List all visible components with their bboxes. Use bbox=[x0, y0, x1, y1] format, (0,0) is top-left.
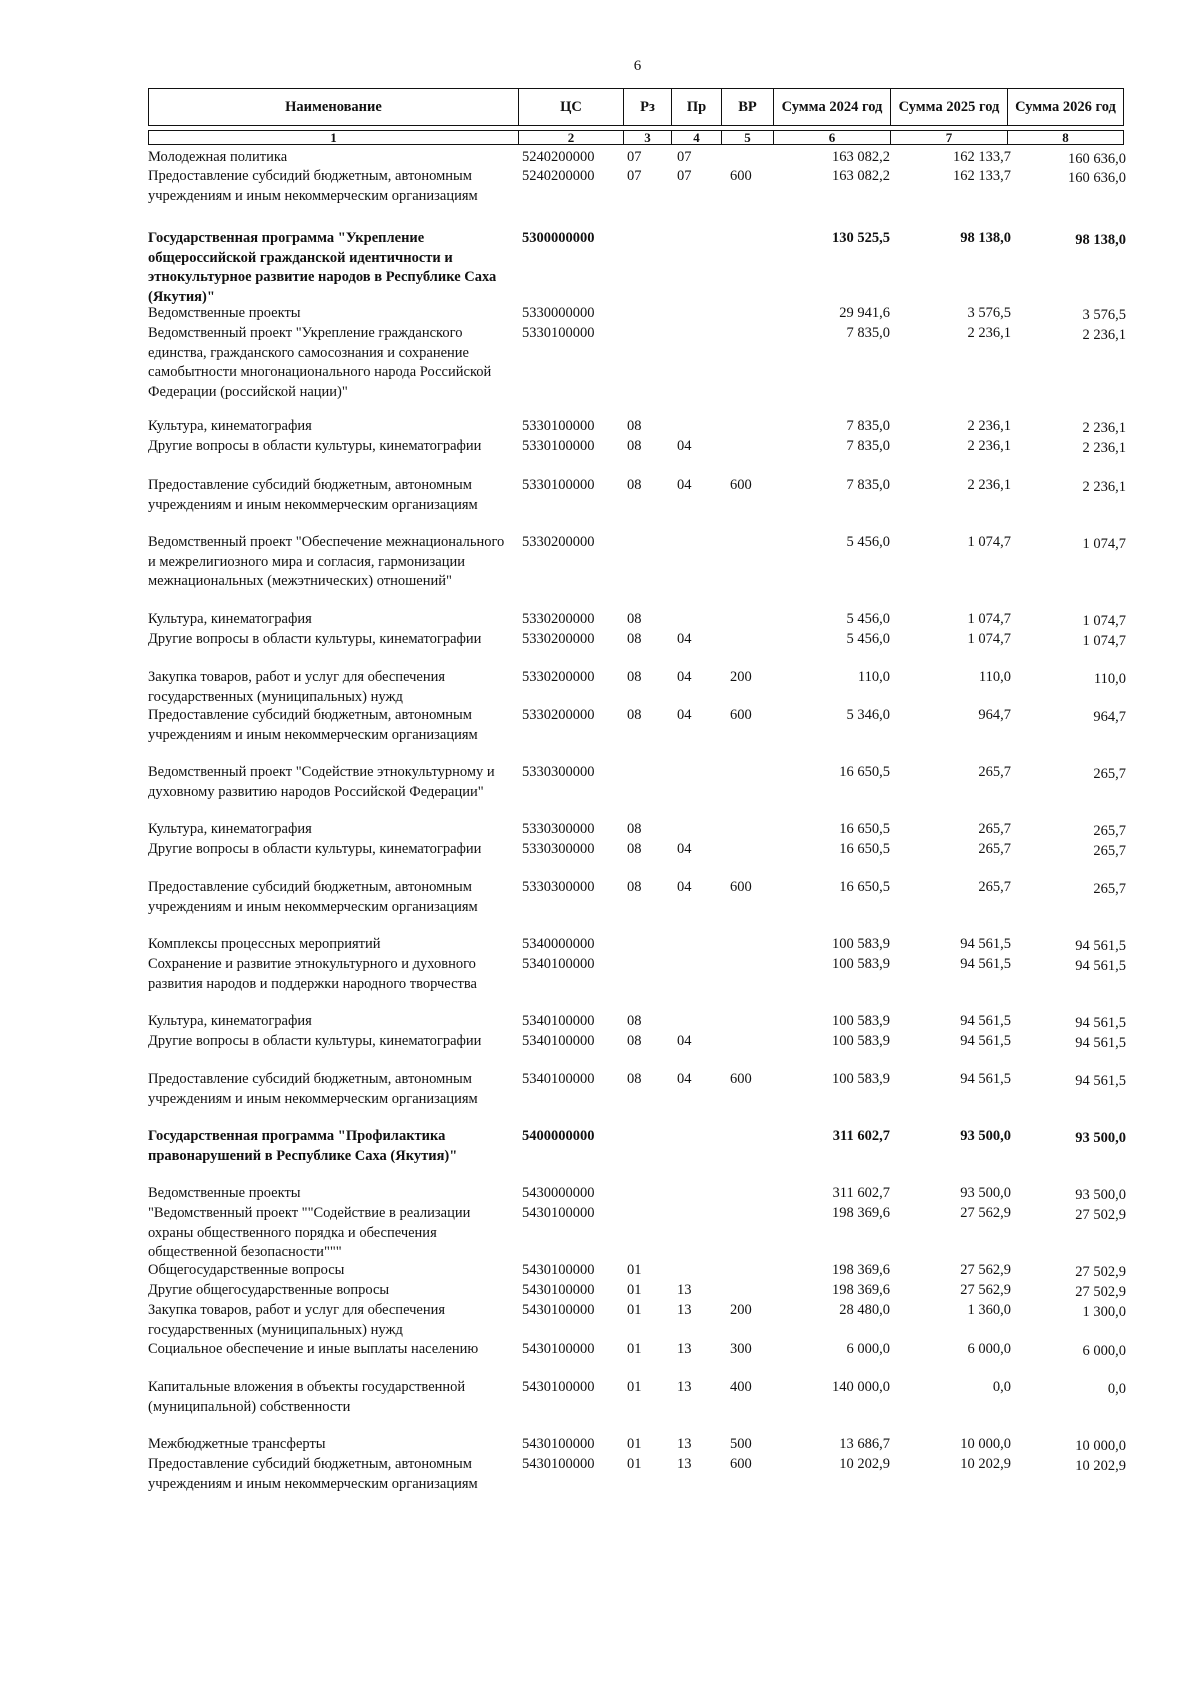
row-sum-2024: 28 480,0 bbox=[839, 1302, 890, 1318]
row-rz: 08 bbox=[627, 611, 642, 627]
row-sum-2026: 110,0 bbox=[1093, 671, 1126, 687]
row-vr: 300 bbox=[730, 1341, 752, 1357]
row-sum-2026: 93 500,0 bbox=[1075, 1187, 1126, 1203]
row-sum-2024: 6 000,0 bbox=[846, 1341, 890, 1357]
row-vr: 200 bbox=[730, 669, 752, 685]
page-number: 6 bbox=[633, 58, 642, 74]
row-sum-2026: 27 502,9 bbox=[1075, 1207, 1126, 1223]
row-pr: 04 bbox=[677, 1071, 692, 1087]
row-sum-2025: 265,7 bbox=[978, 764, 1011, 780]
row-name: Комплексы процессных мероприятий bbox=[148, 936, 381, 952]
row-cs: 5430100000 bbox=[522, 1436, 595, 1452]
row-sum-2026: 2 236,1 bbox=[1082, 479, 1126, 495]
col-number: 3 bbox=[624, 131, 672, 145]
row-sum-2024: 16 650,5 bbox=[839, 879, 890, 895]
row-sum-2026: 10 000,0 bbox=[1075, 1438, 1126, 1454]
row-sum-2025: 1 074,7 bbox=[967, 534, 1011, 550]
row-rz: 08 bbox=[627, 1033, 642, 1049]
row-name: Ведомственный проект "Содействие этнокультурному и духовному развитию народов Российской Федерации" bbox=[148, 764, 495, 800]
row-rz: 01 bbox=[627, 1262, 642, 1278]
row-rz: 08 bbox=[627, 438, 642, 454]
row-sum-2025: 2 236,1 bbox=[967, 477, 1011, 493]
row-rz: 08 bbox=[627, 477, 642, 493]
row-cs: 5430100000 bbox=[522, 1302, 595, 1318]
row-rz: 01 bbox=[627, 1341, 642, 1357]
row-sum-2025: 0,0 bbox=[992, 1379, 1011, 1395]
row-vr: 600 bbox=[730, 477, 752, 493]
col-header-pr: Пр bbox=[672, 89, 722, 126]
row-rz: 01 bbox=[627, 1456, 642, 1472]
col-number: 7 bbox=[891, 131, 1008, 145]
row-sum-2026: 265,7 bbox=[1093, 766, 1126, 782]
row-sum-2024: 198 369,6 bbox=[832, 1205, 890, 1221]
row-name: Ведомственные проекты bbox=[148, 1185, 301, 1201]
row-cs: 5430000000 bbox=[522, 1185, 595, 1201]
row-vr: 500 bbox=[730, 1436, 752, 1452]
row-name: Предоставление субсидий бюджетным, автономным учреждениям и иным некоммерческим организациям bbox=[148, 707, 478, 743]
row-sum-2025: 265,7 bbox=[978, 841, 1011, 857]
row-sum-2026: 10 202,9 bbox=[1075, 1458, 1126, 1474]
row-sum-2024: 7 835,0 bbox=[846, 477, 890, 493]
row-cs: 5240200000 bbox=[522, 149, 595, 165]
row-sum-2024: 5 456,0 bbox=[846, 611, 890, 627]
row-rz: 07 bbox=[627, 168, 642, 184]
row-cs: 5430100000 bbox=[522, 1262, 595, 1278]
row-sum-2025: 94 561,5 bbox=[960, 1033, 1011, 1049]
row-pr: 07 bbox=[677, 168, 692, 184]
col-header-cs: ЦС bbox=[519, 89, 624, 126]
row-vr: 600 bbox=[730, 168, 752, 184]
row-sum-2024: 16 650,5 bbox=[839, 764, 890, 780]
row-sum-2026: 98 138,0 bbox=[1075, 232, 1126, 248]
row-sum-2024: 110,0 bbox=[857, 669, 890, 685]
row-cs: 5430100000 bbox=[522, 1282, 595, 1298]
row-sum-2025: 1 074,7 bbox=[967, 611, 1011, 627]
row-cs: 5330200000 bbox=[522, 534, 595, 550]
row-name: Предоставление субсидий бюджетным, автономным учреждениям и иным некоммерческим организациям bbox=[148, 477, 478, 513]
row-sum-2024: 7 835,0 bbox=[846, 438, 890, 454]
row-sum-2026: 2 236,1 bbox=[1082, 420, 1126, 436]
row-sum-2026: 6 000,0 bbox=[1082, 1343, 1126, 1359]
row-sum-2025: 94 561,5 bbox=[960, 1013, 1011, 1029]
row-rz: 01 bbox=[627, 1302, 642, 1318]
row-sum-2026: 93 500,0 bbox=[1075, 1130, 1126, 1146]
row-sum-2024: 130 525,5 bbox=[832, 230, 890, 246]
row-sum-2026: 94 561,5 bbox=[1075, 938, 1126, 954]
row-sum-2026: 94 561,5 bbox=[1075, 1035, 1126, 1051]
row-sum-2025: 27 562,9 bbox=[960, 1282, 1011, 1298]
row-sum-2025: 265,7 bbox=[978, 879, 1011, 895]
row-cs: 5330300000 bbox=[522, 764, 595, 780]
row-sum-2026: 1 300,0 bbox=[1082, 1304, 1126, 1320]
row-pr: 04 bbox=[677, 438, 692, 454]
row-sum-2025: 1 360,0 bbox=[967, 1302, 1011, 1318]
row-sum-2025: 93 500,0 bbox=[960, 1185, 1011, 1201]
row-sum-2026: 1 074,7 bbox=[1082, 536, 1126, 552]
row-cs: 5330300000 bbox=[522, 841, 595, 857]
row-vr: 600 bbox=[730, 707, 752, 723]
row-pr: 04 bbox=[677, 631, 692, 647]
row-sum-2026: 1 074,7 bbox=[1082, 613, 1126, 629]
row-cs: 5330200000 bbox=[522, 707, 595, 723]
row-sum-2025: 27 562,9 bbox=[960, 1262, 1011, 1278]
row-cs: 5330200000 bbox=[522, 611, 595, 627]
row-sum-2026: 94 561,5 bbox=[1075, 1015, 1126, 1031]
row-pr: 04 bbox=[677, 879, 692, 895]
col-number: 4 bbox=[672, 131, 722, 145]
row-sum-2026: 27 502,9 bbox=[1075, 1284, 1126, 1300]
row-sum-2026: 265,7 bbox=[1093, 823, 1126, 839]
row-name: Межбюджетные трансферты bbox=[148, 1436, 326, 1452]
row-cs: 5340100000 bbox=[522, 1013, 595, 1029]
row-cs: 5430100000 bbox=[522, 1379, 595, 1395]
row-sum-2025: 6 000,0 bbox=[967, 1341, 1011, 1357]
row-name: Культура, кинематография bbox=[148, 611, 312, 627]
col-number: 2 bbox=[519, 131, 624, 145]
row-rz: 07 bbox=[627, 149, 642, 165]
row-name: Ведомственный проект "Укрепление гражданского единства, гражданского самосознания и сохранение самобытности многонационального народа Российской Федерации (российской нации)" bbox=[148, 325, 492, 400]
row-name: Культура, кинематография bbox=[148, 418, 312, 434]
row-rz: 01 bbox=[627, 1379, 642, 1395]
row-sum-2024: 5 346,0 bbox=[846, 707, 890, 723]
row-vr: 600 bbox=[730, 1456, 752, 1472]
row-rz: 08 bbox=[627, 418, 642, 434]
row-rz: 08 bbox=[627, 879, 642, 895]
row-name: Ведомственный проект "Обеспечение межнационального и межрелигиозного мира и согласия, гармонизации межнациональных (межэтнических) отношений" bbox=[148, 534, 505, 589]
row-sum-2024: 163 082,2 bbox=[832, 168, 890, 184]
row-name: Капитальные вложения в объекты государственной (муниципальной) собственности bbox=[148, 1379, 466, 1415]
row-cs: 5400000000 bbox=[522, 1128, 595, 1144]
row-pr: 13 bbox=[677, 1302, 692, 1318]
row-sum-2024: 140 000,0 bbox=[832, 1379, 890, 1395]
row-name: Предоставление субсидий бюджетным, автономным учреждениям и иным некоммерческим организациям bbox=[148, 879, 478, 915]
row-sum-2025: 265,7 bbox=[978, 821, 1011, 837]
row-sum-2024: 5 456,0 bbox=[846, 631, 890, 647]
row-cs: 5330100000 bbox=[522, 325, 595, 341]
row-name: Другие общегосударственные вопросы bbox=[148, 1282, 390, 1298]
row-sum-2024: 7 835,0 bbox=[846, 325, 890, 341]
row-name: Социальное обеспечение и иные выплаты населению bbox=[148, 1341, 479, 1357]
row-sum-2026: 265,7 bbox=[1093, 881, 1126, 897]
row-sum-2026: 27 502,9 bbox=[1075, 1264, 1126, 1280]
row-pr: 04 bbox=[677, 707, 692, 723]
row-sum-2026: 3 576,5 bbox=[1082, 307, 1126, 323]
row-rz: 08 bbox=[627, 1071, 642, 1087]
row-sum-2025: 98 138,0 bbox=[960, 230, 1011, 246]
row-vr: 200 bbox=[730, 1302, 752, 1318]
row-rz: 08 bbox=[627, 631, 642, 647]
row-sum-2026: 94 561,5 bbox=[1075, 958, 1126, 974]
row-name: Ведомственные проекты bbox=[148, 305, 301, 321]
row-cs: 5340100000 bbox=[522, 1033, 595, 1049]
row-sum-2025: 2 236,1 bbox=[967, 418, 1011, 434]
row-sum-2024: 311 602,7 bbox=[832, 1128, 890, 1144]
row-name: Государственная программа "Укрепление общероссийской гражданской идентичности и этнокультурное развитие народов в Республике Саха (Якутия)" bbox=[148, 230, 497, 305]
row-pr: 13 bbox=[677, 1282, 692, 1298]
row-pr: 13 bbox=[677, 1379, 692, 1395]
row-cs: 5240200000 bbox=[522, 168, 595, 184]
row-name: Общегосударственные вопросы bbox=[148, 1262, 345, 1278]
row-name: Другие вопросы в области культуры, кинематографии bbox=[148, 841, 482, 857]
row-sum-2025: 3 576,5 bbox=[967, 305, 1011, 321]
row-cs: 5330200000 bbox=[522, 631, 595, 647]
row-name: Молодежная политика bbox=[148, 149, 288, 165]
row-sum-2024: 311 602,7 bbox=[832, 1185, 890, 1201]
row-sum-2026: 0,0 bbox=[1107, 1381, 1126, 1397]
row-sum-2024: 198 369,6 bbox=[832, 1282, 890, 1298]
row-sum-2025: 27 562,9 bbox=[960, 1205, 1011, 1221]
row-name: Закупка товаров, работ и услуг для обеспечения государственных (муниципальных) нужд bbox=[148, 1302, 446, 1338]
row-name: Предоставление субсидий бюджетным, автономным учреждениям и иным некоммерческим организациям bbox=[148, 168, 478, 204]
row-sum-2026: 160 636,0 bbox=[1068, 151, 1126, 167]
row-cs: 5330200000 bbox=[522, 669, 595, 685]
row-name: Предоставление субсидий бюджетным, автономным учреждениям и иным некоммерческим организациям bbox=[148, 1456, 478, 1492]
row-sum-2024: 163 082,2 bbox=[832, 149, 890, 165]
row-sum-2024: 10 202,9 bbox=[839, 1456, 890, 1472]
col-header-name: Наименование bbox=[149, 89, 519, 126]
row-sum-2025: 2 236,1 bbox=[967, 325, 1011, 341]
row-sum-2026: 2 236,1 bbox=[1082, 440, 1126, 456]
row-name: Другие вопросы в области культуры, кинематографии bbox=[148, 438, 482, 454]
row-pr: 13 bbox=[677, 1456, 692, 1472]
row-sum-2025: 1 074,7 bbox=[967, 631, 1011, 647]
row-name: Культура, кинематография bbox=[148, 821, 312, 837]
col-number: 8 bbox=[1008, 131, 1124, 145]
row-vr: 400 bbox=[730, 1379, 752, 1395]
row-sum-2024: 5 456,0 bbox=[846, 534, 890, 550]
row-cs: 5300000000 bbox=[522, 230, 595, 246]
row-sum-2026: 1 074,7 bbox=[1082, 633, 1126, 649]
row-sum-2024: 198 369,6 bbox=[832, 1262, 890, 1278]
row-sum-2026: 2 236,1 bbox=[1082, 327, 1126, 343]
col-header-sum-2025: Сумма 2025 год bbox=[891, 89, 1008, 126]
row-sum-2025: 94 561,5 bbox=[960, 956, 1011, 972]
row-vr: 600 bbox=[730, 1071, 752, 1087]
row-sum-2024: 100 583,9 bbox=[832, 1071, 890, 1087]
row-sum-2024: 100 583,9 bbox=[832, 956, 890, 972]
col-number: 1 bbox=[149, 131, 519, 145]
row-name: Государственная программа "Профилактика правонарушений в Республике Саха (Якутия)" bbox=[148, 1128, 458, 1164]
row-cs: 5340100000 bbox=[522, 956, 595, 972]
row-sum-2024: 100 583,9 bbox=[832, 1033, 890, 1049]
row-name: Предоставление субсидий бюджетным, автономным учреждениям и иным некоммерческим организациям bbox=[148, 1071, 478, 1107]
row-pr: 04 bbox=[677, 1033, 692, 1049]
row-sum-2024: 13 686,7 bbox=[839, 1436, 890, 1452]
col-number: 5 bbox=[722, 131, 774, 145]
row-rz: 01 bbox=[627, 1282, 642, 1298]
row-rz: 08 bbox=[627, 707, 642, 723]
row-name: Закупка товаров, работ и услуг для обеспечения государственных (муниципальных) нужд bbox=[148, 669, 446, 705]
row-rz: 08 bbox=[627, 841, 642, 857]
row-sum-2026: 94 561,5 bbox=[1075, 1073, 1126, 1089]
row-sum-2025: 94 561,5 bbox=[960, 1071, 1011, 1087]
row-sum-2026: 964,7 bbox=[1093, 709, 1126, 725]
row-pr: 04 bbox=[677, 841, 692, 857]
row-sum-2025: 2 236,1 bbox=[967, 438, 1011, 454]
row-rz: 01 bbox=[627, 1436, 642, 1452]
col-header-vr: ВР bbox=[722, 89, 774, 126]
row-cs: 5430100000 bbox=[522, 1341, 595, 1357]
row-sum-2024: 100 583,9 bbox=[832, 1013, 890, 1029]
row-sum-2024: 16 650,5 bbox=[839, 821, 890, 837]
row-cs: 5330100000 bbox=[522, 477, 595, 493]
row-sum-2025: 162 133,7 bbox=[953, 168, 1011, 184]
row-pr: 13 bbox=[677, 1436, 692, 1452]
row-cs: 5430100000 bbox=[522, 1456, 595, 1472]
row-rz: 08 bbox=[627, 1013, 642, 1029]
row-name: Культура, кинематография bbox=[148, 1013, 312, 1029]
row-name: Сохранение и развитие этнокультурного и духовного развития народов и поддержки народного творчества bbox=[148, 956, 477, 992]
row-cs: 5330100000 bbox=[522, 438, 595, 454]
table-header bbox=[148, 88, 1124, 145]
row-sum-2024: 100 583,9 bbox=[832, 936, 890, 952]
row-sum-2024: 29 941,6 bbox=[839, 305, 890, 321]
row-pr: 04 bbox=[677, 477, 692, 493]
row-cs: 5330100000 bbox=[522, 418, 595, 434]
row-name: Другие вопросы в области культуры, кинематографии bbox=[148, 1033, 482, 1049]
row-rz: 08 bbox=[627, 821, 642, 837]
row-pr: 07 bbox=[677, 149, 692, 165]
row-sum-2024: 16 650,5 bbox=[839, 841, 890, 857]
row-sum-2025: 94 561,5 bbox=[960, 936, 1011, 952]
row-sum-2025: 110,0 bbox=[978, 669, 1011, 685]
row-cs: 5340000000 bbox=[522, 936, 595, 952]
row-sum-2025: 93 500,0 bbox=[960, 1128, 1011, 1144]
row-pr: 13 bbox=[677, 1341, 692, 1357]
col-header-rz: Рз bbox=[624, 89, 672, 126]
row-cs: 5330000000 bbox=[522, 305, 595, 321]
row-name: Другие вопросы в области культуры, кинематографии bbox=[148, 631, 482, 647]
row-sum-2026: 265,7 bbox=[1093, 843, 1126, 859]
row-sum-2026: 160 636,0 bbox=[1068, 170, 1126, 186]
col-number: 6 bbox=[774, 131, 891, 145]
col-header-sum-2024: Сумма 2024 год bbox=[774, 89, 891, 126]
row-sum-2025: 10 000,0 bbox=[960, 1436, 1011, 1452]
col-header-sum-2026: Сумма 2026 год bbox=[1008, 89, 1124, 126]
row-cs: 5330300000 bbox=[522, 821, 595, 837]
row-sum-2025: 10 202,9 bbox=[960, 1456, 1011, 1472]
row-rz: 08 bbox=[627, 669, 642, 685]
row-pr: 04 bbox=[677, 669, 692, 685]
row-vr: 600 bbox=[730, 879, 752, 895]
row-sum-2025: 162 133,7 bbox=[953, 149, 1011, 165]
row-cs: 5330300000 bbox=[522, 879, 595, 895]
row-sum-2025: 964,7 bbox=[978, 707, 1011, 723]
row-cs: 5340100000 bbox=[522, 1071, 595, 1087]
row-sum-2024: 7 835,0 bbox=[846, 418, 890, 434]
row-cs: 5430100000 bbox=[522, 1205, 595, 1221]
row-name: "Ведомственный проект ""Содействие в реализации охраны общественного порядка и обеспечения общественной безопасности""" bbox=[148, 1205, 471, 1260]
